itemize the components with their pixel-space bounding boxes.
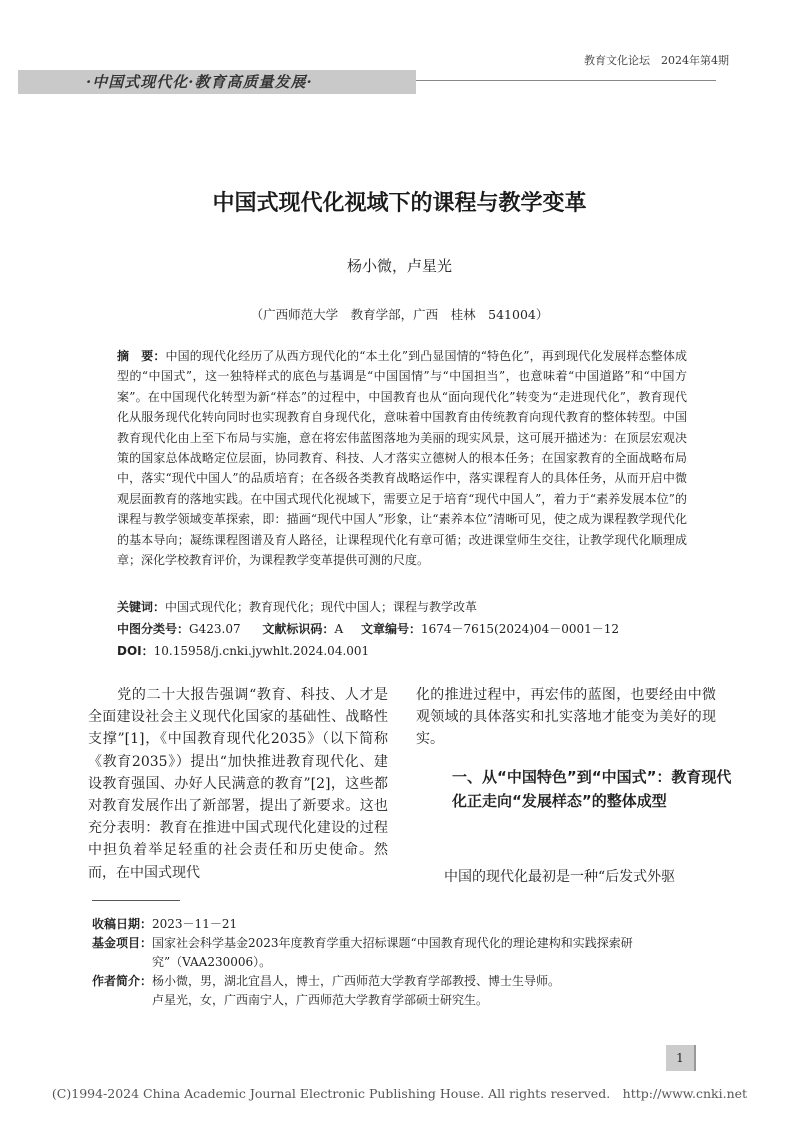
classification-line [117, 620, 687, 637]
article-title: 中国式现代化视域下的课程与教学变革 [212, 191, 587, 216]
doi-line [117, 642, 687, 659]
author-bio-label: 作者简介： [92, 974, 153, 988]
article-no-label: 文章编号： [360, 622, 421, 636]
received-date [92, 915, 712, 934]
body-column-left: 党的二十大报告强调“教育、科技、人才是全面建设社会主义现代化国家的基础性、战略性支撑”[1]，《中国教育现代化2035》（以下简称《教育2035》）提出“加快推进教育现代化、建设教育强国、办好人民满意的教育”[2]，这些都对教育发展作出了新部署，提出了新要求。这也充分表明：教育在推进中国式现代化建设的过程中担负着举足轻重的社会责任和历史使命。然而，在中国式现代 [88, 687, 388, 881]
received-label: 收稿日期： [92, 917, 153, 931]
clc-label: 中图分类号： [117, 622, 190, 636]
abstract [117, 346, 687, 570]
author-names: 杨小微，卢星光 [346, 257, 452, 275]
doi-label: DOI： [117, 644, 154, 658]
header-rule [416, 80, 716, 81]
keywords [117, 598, 687, 615]
footnotes [92, 915, 712, 1010]
affiliation: （广西师范大学 教育学部，广西 桂林 541004） [250, 307, 549, 322]
doc-code-label: 文献标识码： [262, 622, 335, 636]
author-bio-2: 卢星光，女，广西南宁人，广西师范大学教育学部硕士研究生。 [152, 993, 489, 1007]
doi-value: 10.15958/j.cnki.jywhlt.2024.04.001 [153, 644, 370, 658]
keywords-text: 中国式现代化；教育现代化；现代中国人；课程与教学改革 [165, 600, 478, 614]
abstract-text: 中国的现代化经历了从西方现代化的“本土化”到凸显国情的“特色化”，再到现代化发展样态整体成型的“中国式”，这一独特样式的底色与基调是“中国国情”与“中国担当”，也意味着“中国道路”和“中国方案”。在中国现代化转型为新“样态”的过程中，中国教育也从“面向现代化”转变为“走进现代化”，教育现代化从服务现代化转向同时也实现教育自身现代化，意味着中国教育由传统教育向现代教育的整体转型。中国教育现代化由上至下布局与实施，意在将宏伟蓝图落地为美丽的现实风景，这可展开描述为：在顶层宏观决策的国家总体战略定位层面，协同教育、科技、人才落实立德树人的根本任务；在国家教育的全面战略布局中，落实“现代中国人”的品质培育；在各级各类教育战略运作中，落实课程育人的具体任务，从而开启中微观层面教育的落地实践。在中国式现代化视域下，需要立足于培育“现代中国人”，着力于“素养发展本位”的课程与教学领域变革探索，即：描画“现代中国人”形象，让“素养本位”清晰可见，使之成为课程教学现代化的基本导向；凝练课程图谱及育人路径，让课程现代化有章可循；改进课堂师生交往，让教学现代化顺理成章；深化学校教育评价，为课程教学变革提供可测的尺度。 [117, 349, 687, 568]
keywords-label: 关键词： [117, 600, 166, 614]
received-value: 2023－11－21 [152, 917, 238, 931]
footnote-rule [92, 900, 180, 901]
fund-info [92, 934, 712, 972]
body-column-right-top: 化的推进过程中，再宏伟的蓝图，也要经由中微观领域的具体落实和扎实落地才能变为美好的现实。 [416, 687, 716, 748]
body-column-right-tail: 中国的现代化最初是一种“后发式外驱 [416, 869, 676, 885]
author-bio-1: 杨小微，男，湖北宜昌人，博士，广西师范大学教育学部教授、博士生导师。 [152, 974, 561, 988]
article-no-value: 1674－7615(2024)04－0001－12 [420, 622, 620, 636]
fund-value: 国家社会科学基金2023年度教育学重大招标课题“中国教育现代化的理论建构和实践探索研究”（VAA230006）。 [152, 936, 633, 969]
author-bio [92, 972, 712, 1010]
column-label: ·中国式现代化·教育高质量发展· [86, 73, 313, 91]
journal-issue: 教育文化论坛 2024年第4期 [584, 54, 729, 67]
abstract-label: 摘 要： [117, 349, 166, 363]
doc-code-value: A [334, 622, 344, 636]
copyright-notice: (C)1994-2024 China Academic Journal Electronic Publishing House. All rights reserved. http://www.cnki.net [51, 1086, 748, 1101]
clc-value: G423.07 [189, 622, 241, 636]
section-heading: 一、从“中国特色”到“中国式”：教育现代化正走向“发展样态”的整体成型 [452, 768, 732, 810]
fund-label: 基金项目： [92, 936, 153, 950]
page-number: 1 [666, 1045, 696, 1071]
